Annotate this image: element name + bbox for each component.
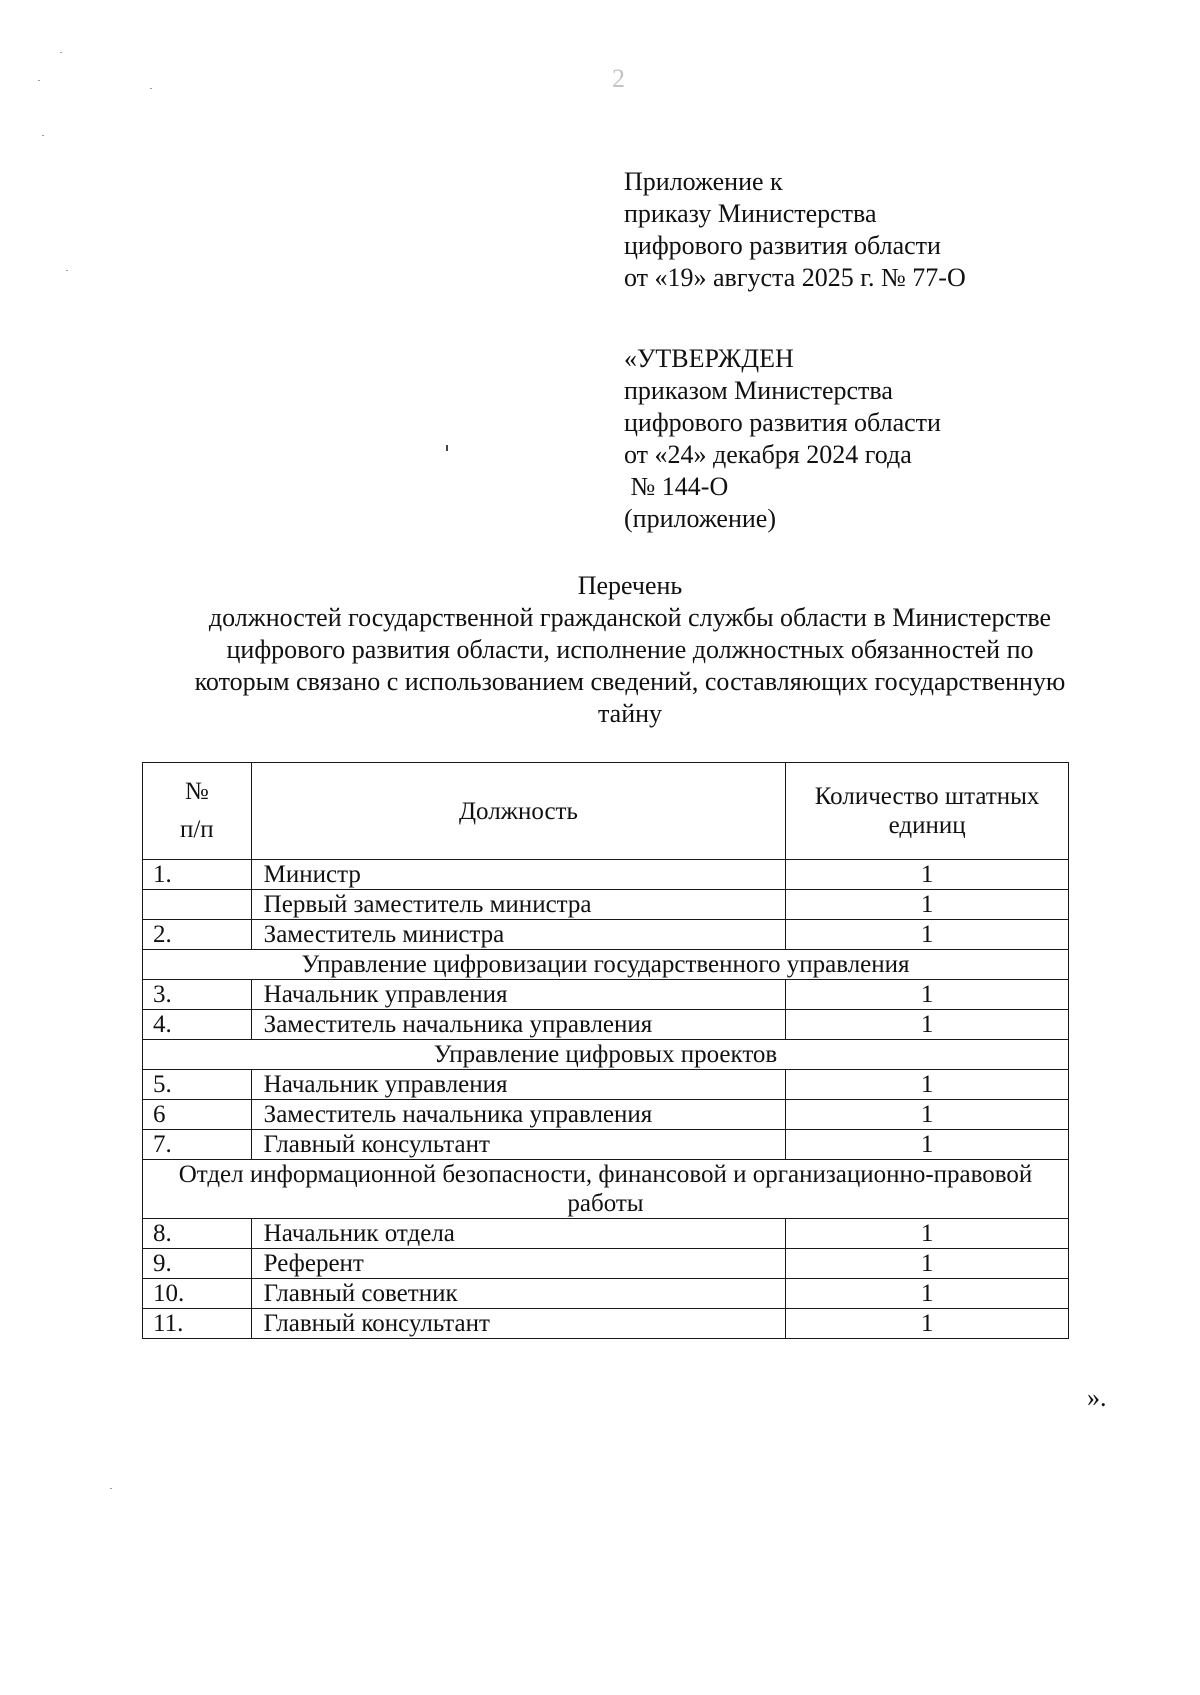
approval-line: приказом Министерства [624,376,893,405]
position-title: Начальник отдела [251,1219,786,1249]
row-number: 9. [143,1249,252,1279]
appendix-line: Приложение к [624,167,783,196]
table-section-row [143,1160,1069,1219]
staff-count: 1 [786,1219,1069,1249]
scan-speck [446,445,448,451]
appendix-line: от «19» августа 2025 г. № 77-О [624,263,966,292]
row-number: 5. [143,1070,252,1100]
row-number: 7. [143,1130,252,1160]
table-header-row [143,763,1069,860]
row-number: 2. [143,920,252,950]
table-row [143,860,1069,890]
table-row [143,1219,1069,1249]
approval-line: «УТВЕРЖДЕН [624,344,794,373]
staff-count: 1 [786,1070,1069,1100]
table-row [143,890,1069,920]
row-number: 4. [143,1010,252,1040]
scan-speck [110,1488,112,1489]
approval-line: от «24» декабря 2024 года [624,440,912,469]
row-number [143,890,252,920]
position-title: Начальник управления [251,1070,786,1100]
column-header-position: Должность [251,763,786,860]
table-row [143,1309,1069,1339]
document-title [140,570,1120,730]
row-number: 11. [143,1309,252,1339]
row-number: 6 [143,1100,252,1130]
approval-line: цифрового развития области [624,408,941,437]
title-line: должностей государственной гражданской службы области в Министерстве [208,603,1052,632]
table-row [143,1130,1069,1160]
position-title: Заместитель начальника управления [251,1100,786,1130]
staff-count: 1 [786,1279,1069,1309]
staff-count: 1 [786,860,1069,890]
table-row [143,1249,1069,1279]
table-row [143,1100,1069,1130]
position-title: Главный консультант [251,1309,786,1339]
title-line: цифрового развития области, исполнение должностных обязанностей по [226,635,1034,664]
scan-speck [60,52,62,53]
section-title: Управление цифровизации государственного управления [143,950,1069,980]
appendix-block [624,166,966,294]
staff-count: 1 [786,1130,1069,1160]
position-title: Заместитель министра [251,920,786,950]
number-subtitle: п/п [179,816,214,843]
scan-speck [42,135,44,136]
column-header-number [143,763,252,860]
table-section-row [143,950,1069,980]
scan-speck [38,80,40,81]
position-title: Заместитель начальника управления [251,1010,786,1040]
row-number: 3. [143,980,252,1010]
title-heading: Перечень [577,571,683,600]
position-title: Главный советник [251,1279,786,1309]
row-number: 8. [143,1219,252,1249]
title-line: тайну [597,699,663,728]
approval-line: № 144-О [624,472,729,501]
title-line: которым связано с использованием сведений, составляющих государственную [194,667,1066,696]
closing-quote-mark: ». [1087,1383,1107,1412]
section-title: Управление цифровых проектов [143,1040,1069,1070]
staff-count: 1 [786,1100,1069,1130]
scan-speck [66,270,68,271]
staff-count: 1 [786,1010,1069,1040]
table-body [143,860,1069,1339]
appendix-line: цифрового развития области [624,231,941,260]
staff-count: 1 [786,890,1069,920]
position-title: Первый заместитель министра [251,890,786,920]
row-number: 10. [143,1279,252,1309]
scan-speck [150,88,152,89]
position-title: Министр [251,860,786,890]
position-title: Референт [251,1249,786,1279]
table-row [143,920,1069,950]
page-number: 2 [612,64,625,93]
table-row [143,1010,1069,1040]
staff-count: 1 [786,980,1069,1010]
positions-table [142,762,1069,1339]
table-section-row [143,1040,1069,1070]
staff-count: 1 [786,1249,1069,1279]
approval-line: (приложение) [624,504,777,533]
table-row [143,1070,1069,1100]
column-header-count: Количество штатных единиц [786,763,1069,860]
staff-count: 1 [786,1309,1069,1339]
table-row [143,1279,1069,1309]
number-symbol: № [184,778,209,805]
approval-block [624,343,941,535]
staff-count: 1 [786,920,1069,950]
table-row [143,980,1069,1010]
position-title: Главный консультант [251,1130,786,1160]
section-title: Отдел информационной безопасности, финансовой и организационно-правовой работы [143,1160,1069,1219]
appendix-line: приказу Министерства [624,199,877,228]
position-title: Начальник управления [251,980,786,1010]
row-number: 1. [143,860,252,890]
